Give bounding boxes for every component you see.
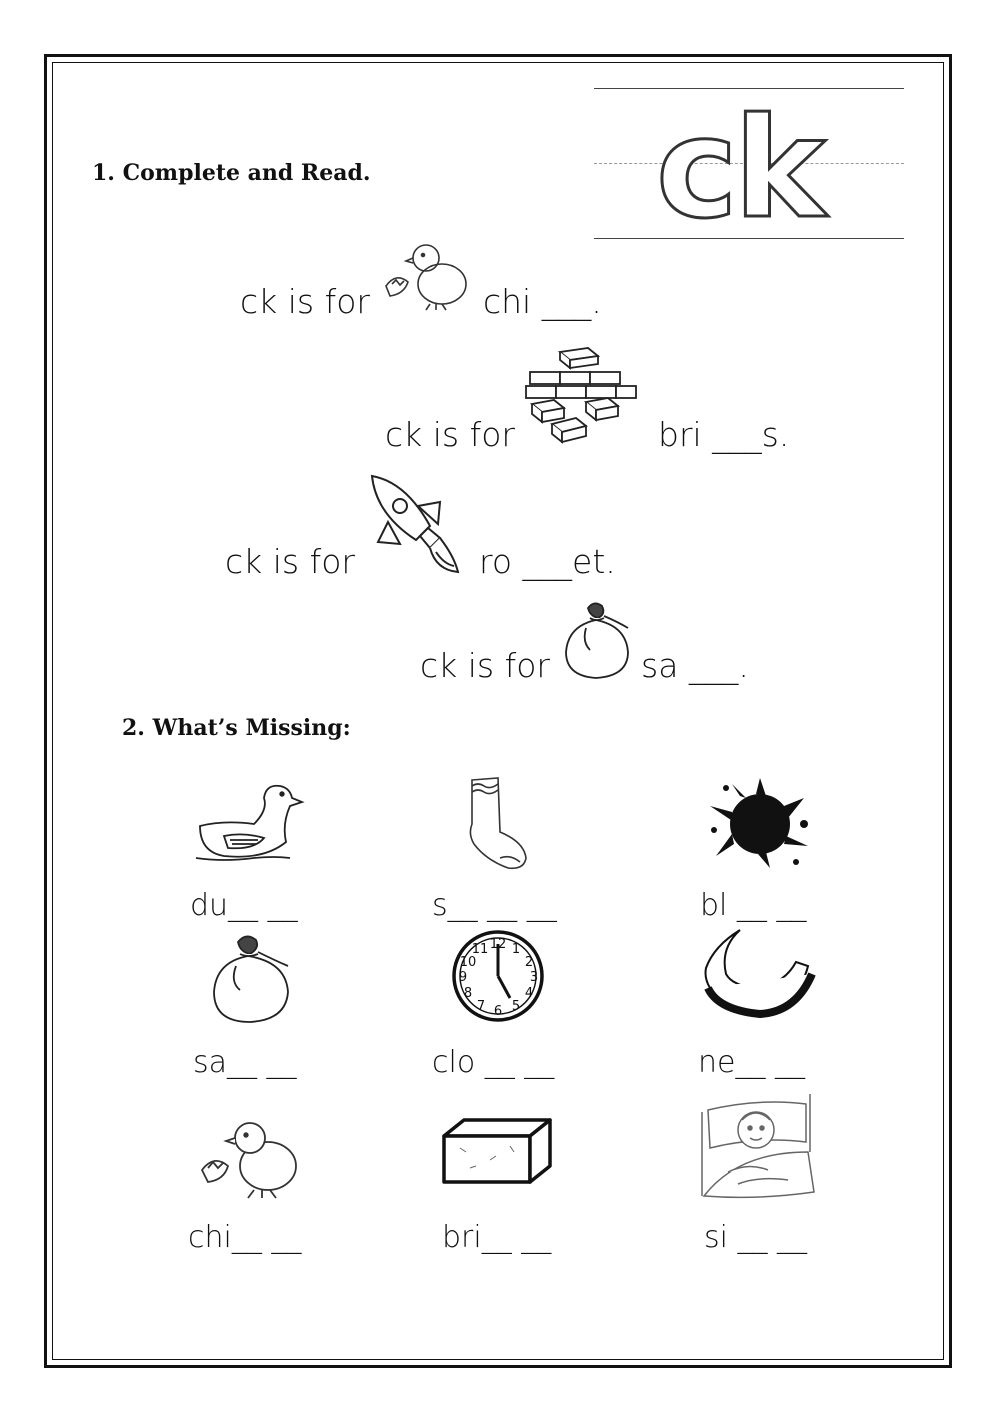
chick-icon <box>382 236 472 312</box>
duck-icon <box>194 780 306 864</box>
sentence-4-word: sa ___. <box>641 646 749 685</box>
svg-text:9: 9 <box>458 970 468 985</box>
sentence-4-prefix: ck is for <box>420 646 550 685</box>
ck-outline-letters: ck <box>656 88 822 249</box>
missing-word-5: clo __ __ <box>432 1045 555 1080</box>
svg-text:8: 8 <box>463 986 473 1001</box>
neck-icon <box>700 928 816 1024</box>
missing-word-1: du__ __ <box>190 888 298 923</box>
bricks-icon <box>524 346 640 446</box>
svg-text:12: 12 <box>489 937 507 952</box>
svg-text:2: 2 <box>524 955 534 970</box>
section2-title: 2. What’s Missing: <box>122 715 351 741</box>
svg-text:10: 10 <box>459 955 477 970</box>
sack-icon <box>560 598 634 682</box>
sentence-3-prefix: ck is for <box>225 542 355 581</box>
svg-text:7: 7 <box>476 999 486 1014</box>
svg-text:6: 6 <box>493 1004 503 1019</box>
svg-text:3: 3 <box>529 970 539 985</box>
sock-icon <box>460 774 532 874</box>
missing-word-7: chi__ __ <box>188 1220 302 1255</box>
clock-icon <box>448 928 548 1024</box>
sick-child-icon <box>698 1092 818 1200</box>
svg-text:5: 5 <box>511 999 521 1014</box>
svg-text:1: 1 <box>511 942 521 957</box>
sentence-2-prefix: ck is for <box>385 415 515 454</box>
svg-text:11: 11 <box>471 942 489 957</box>
brick-icon <box>440 1116 554 1186</box>
sentence-2-word: bri ___s. <box>658 415 790 454</box>
sentence-1-prefix: ck is for <box>240 282 370 321</box>
black-splat-icon <box>704 776 812 868</box>
missing-word-3: bl __ __ <box>700 888 807 923</box>
section1-title: 1. Complete and Read. <box>92 160 371 186</box>
missing-word-8: bri__ __ <box>442 1220 552 1255</box>
sentence-1-word: chi ___. <box>483 282 602 321</box>
sack-icon <box>208 930 294 1026</box>
missing-word-2: s__ __ __ <box>432 888 557 923</box>
rocket-icon <box>366 472 466 578</box>
svg-text:4: 4 <box>524 986 534 1001</box>
missing-word-6: ne__ __ <box>698 1045 806 1080</box>
sentence-3-word: ro ___et. <box>479 542 616 581</box>
missing-word-4: sa__ __ <box>193 1045 297 1080</box>
chick-icon <box>198 1114 302 1200</box>
missing-word-9: si __ __ <box>704 1220 808 1255</box>
